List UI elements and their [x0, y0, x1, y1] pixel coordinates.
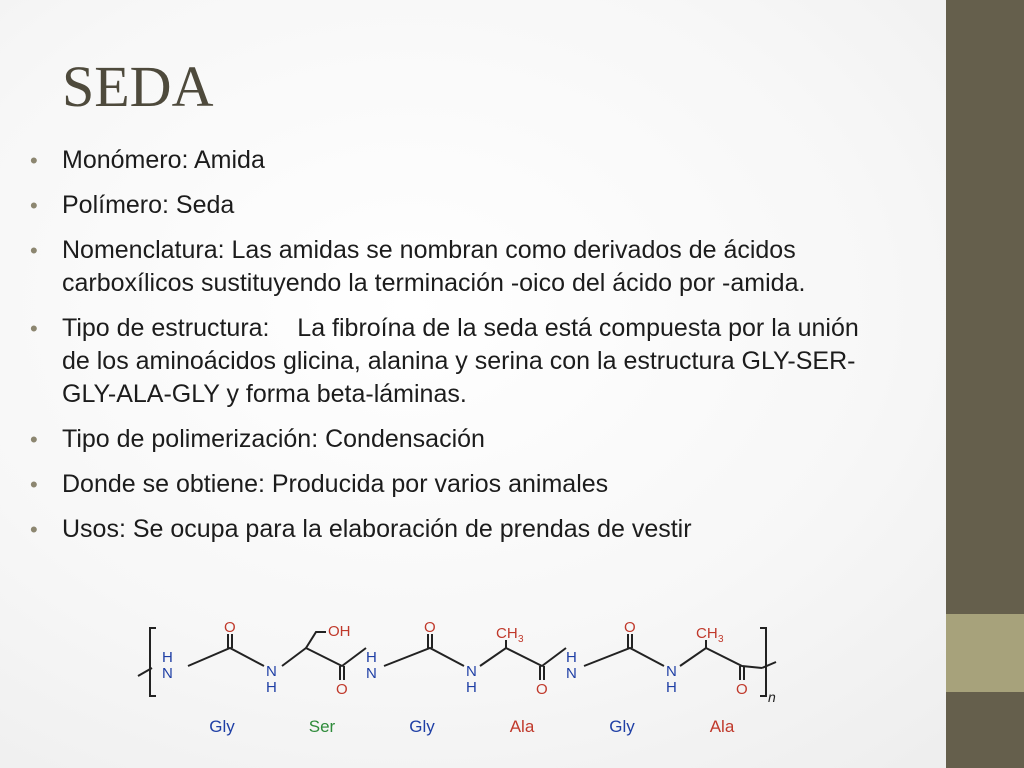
residue-label: Ala: [509, 717, 535, 736]
bullet-item: [30, 189, 890, 222]
bullet-item: [30, 312, 890, 411]
atom-h: H: [466, 679, 477, 696]
atom-n: N: [566, 665, 577, 682]
bullet-text: Tipo de estructura: La fibroína de la seda está compuesta por la unión de los aminoácidos glicina, alanina y serina con la estructura GLY-SER-GLY-ALA-GLY y forma beta-láminas.: [62, 314, 866, 408]
atom-ch: CH: [696, 625, 718, 642]
atom-o: O: [336, 681, 348, 698]
slide-title: SEDA: [62, 54, 214, 119]
bullet-text: Usos: Se ocupa para la elaboración de prendas de vestir: [62, 515, 692, 543]
bullet-marker: •: [30, 517, 38, 542]
bullet-marker: •: [30, 193, 38, 218]
bullet-marker: •: [30, 472, 38, 497]
bullet-text: Donde se obtiene: Producida por varios animales: [62, 470, 609, 498]
bullet-item: [30, 513, 890, 546]
bullet-item: [30, 468, 890, 501]
bullet-text: Tipo de polimerización: Condensación: [62, 425, 485, 453]
structure-atoms: [162, 619, 776, 705]
residue-label: Gly: [609, 717, 635, 736]
atom-h: H: [566, 649, 577, 666]
bullet-marker: •: [30, 238, 38, 263]
atom-o: O: [224, 619, 236, 636]
bullet-text: Polímero: Seda: [62, 191, 235, 219]
atom-ch: CH: [496, 625, 518, 642]
bullet-item: [30, 423, 890, 456]
atom-h: H: [162, 649, 173, 666]
residue-label: Ala: [709, 717, 735, 736]
atom-subscript: 3: [518, 634, 524, 645]
residue-label: Gly: [209, 717, 235, 736]
atom-o: O: [424, 619, 436, 636]
atom-h: H: [666, 679, 677, 696]
atom-n: N: [466, 663, 477, 680]
residue-labels: [209, 717, 735, 736]
atom-o: O: [536, 681, 548, 698]
bullet-list: [30, 144, 890, 558]
bullet-marker: •: [30, 148, 38, 173]
atom-n: N: [666, 663, 677, 680]
residue-label: Ser: [308, 717, 336, 736]
atom-n: N: [366, 665, 377, 682]
atom-n: N: [162, 665, 173, 682]
bullet-marker: •: [30, 427, 38, 452]
repeat-index: n: [768, 689, 776, 705]
atom-h: H: [266, 679, 277, 696]
atom-oh: OH: [328, 623, 351, 640]
bullet-text: Nomenclatura: Las amidas se nombran como derivados de ácidos carboxílicos sustituyendo la terminación -oico del ácido por -amida.: [62, 236, 806, 297]
atom-n: N: [266, 663, 277, 680]
structure-bonds: [138, 628, 776, 696]
atom-subscript: 3: [718, 634, 724, 645]
sidebar-accent-band: [946, 614, 1024, 692]
bullet-marker: •: [30, 316, 38, 341]
bullet-item: [30, 144, 890, 177]
atom-h: H: [366, 649, 377, 666]
bullet-text: Monómero: Amida: [62, 146, 265, 174]
silk-fibroin-structure: [130, 618, 790, 748]
bullet-item: [30, 234, 890, 300]
atom-o: O: [624, 619, 636, 636]
residue-label: Gly: [409, 717, 435, 736]
atom-o: O: [736, 681, 748, 698]
